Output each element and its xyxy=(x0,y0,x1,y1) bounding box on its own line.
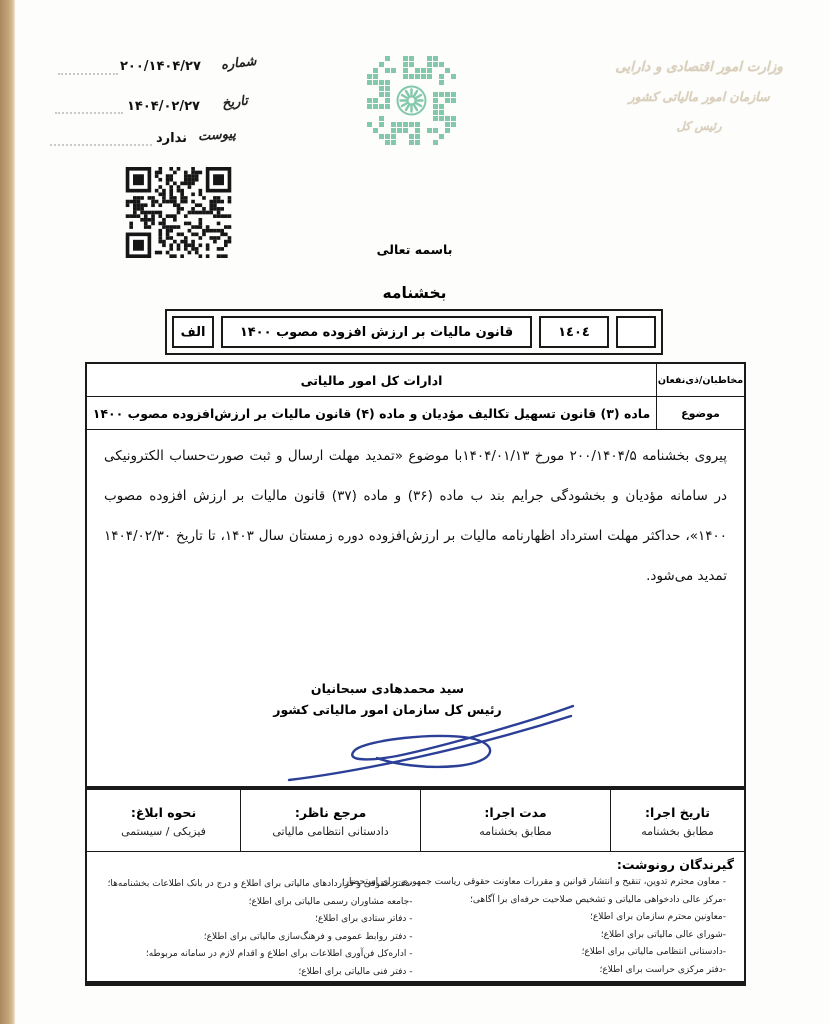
main-info-table xyxy=(85,362,746,788)
execution-table xyxy=(85,788,746,852)
cc-item: -شورای عالی مالیاتی برای اطلاع؛ xyxy=(600,929,726,940)
cc-item: - اداره‌کل فن‌آوری اطلاعات برای اطلاع و اقدام لازم در سامانه مربوطه؛ xyxy=(145,949,413,959)
classification-code-box: الف xyxy=(172,316,214,348)
execution-date-cell xyxy=(610,790,744,851)
notification-method-label: نحوه ابلاغ: xyxy=(130,804,197,820)
signatory-name: سید محمدهادی سبحانیان xyxy=(310,681,465,696)
body-cell xyxy=(87,430,744,786)
supervisory-authority-value: دادستانی انتظامی مالیاتی xyxy=(272,824,389,838)
signatory-title: رئیس کل سازمان امور مالیاتی کشور xyxy=(273,702,502,717)
attachment-label: پیوست xyxy=(197,126,237,145)
audience-value: ادارات کل امور مالیاتی xyxy=(300,372,443,388)
cc-recipients-section xyxy=(85,852,746,986)
document-type-title: بخشنامه xyxy=(382,284,447,302)
execution-duration-label: مدت اجرا: xyxy=(484,804,547,820)
date-label: تاریخ xyxy=(221,93,249,112)
execution-duration-cell xyxy=(420,790,610,851)
handwritten-signature xyxy=(285,698,577,786)
cc-item: - دفاتر ستادی برای اطلاع؛ xyxy=(314,914,413,924)
classification-year-box: ١٤٠٤ xyxy=(539,316,609,348)
cc-item: - دفتر فنی مالیاتی برای اطلاع؛ xyxy=(298,966,413,977)
letterhead-director: رئیس کل xyxy=(676,119,722,133)
cc-left-column xyxy=(99,874,413,981)
letterhead-ministry: وزارت امور اقتصادی و دارایی xyxy=(615,59,783,75)
subject-row xyxy=(87,397,744,430)
number-value: ۲۰۰/۱۴۰۴/۲۷ xyxy=(120,59,201,74)
date-value: ۱۴۰۴/۰۲/۲۷ xyxy=(127,99,200,114)
cc-item: -جامعه مشاوران رسمی مالیاتی برای اطلاع؛ xyxy=(248,896,413,907)
attachment-value: ندارد xyxy=(156,131,188,146)
cc-columns xyxy=(87,874,744,981)
notification-method-value: فیزیکی / سیستمی xyxy=(121,824,206,838)
cc-item: -دفتر مرکزی حراست برای اطلاع؛ xyxy=(599,964,726,975)
cc-item: -مرکز عالی دادخواهی مالیاتی و تشخیص صلاحیت حرفه‌ای برا آگاهی؛ xyxy=(469,894,726,905)
tax-organization-logo xyxy=(362,50,462,152)
circular-body-text: پیروی بخشنامه ۲۰۰/۱۴۰۴/۵ مورخ ۱۴۰۴/۰۱/۱۳با موضوع «تمدید مهلت ارسال و ثبت صورت‌حساب الکترونیکی در سامانه مؤدیان و بخشودگی جرایم بند ب ماده (۳۶) و ماده (۳۷) قانون مالیات بر ارزش افزوده مصوب ۱۴۰۰»، حداکثر مهلت استرداد اظهارنامه مالیات بر ارزش‌افزوده دوره زمستان سال ۱۴۰۳، تا تاریخ ۱۴۰۴/۰۲/۳۰ تمدید می‌شود. xyxy=(104,448,728,584)
date-dotted-line xyxy=(55,112,123,114)
classification-law-title-box: قانون مالیات بر ارزش افزوده مصوب ۱۴۰۰ xyxy=(221,316,532,348)
number-label: شماره xyxy=(220,53,258,74)
execution-duration-value: مطابق بخشنامه xyxy=(479,824,552,838)
letterhead xyxy=(585,52,813,140)
cc-item: -معاونین محترم سازمان برای اطلاع؛ xyxy=(590,912,726,922)
cc-item: -دادستانی انتظامی مالیاتی برای اطلاع؛ xyxy=(581,947,726,957)
cc-item: -دفتر حقوقی و قراردادهای مالیاتی برای اطلاع و درج در بانک اطلاعات بخشنامه‌ها؛ xyxy=(107,879,413,889)
cc-heading: گیرندگان رونوشت: xyxy=(616,857,734,872)
cc-item: - معاون محترم تدوین، تنقیح و انتشار قوانین و مقررات معاونت حقوقی ریاست جمهوری برای استحضار؛ xyxy=(341,877,726,887)
classification-empty-box xyxy=(616,316,656,348)
subject-value: ماده (۳) قانون تسهیل تکالیف مؤدیان و ماده (۴) قانون مالیات بر ارزش‌افزوده مصوب ۱۴۰۰ xyxy=(92,405,651,421)
supervisory-authority-label: مرجع ناظر: xyxy=(294,804,367,820)
number-dotted-line xyxy=(58,73,118,75)
audience-label: مخاطبان/ذی‌نفعان xyxy=(656,364,744,396)
supervisory-authority-cell xyxy=(240,790,420,851)
scanned-page-edge xyxy=(0,0,15,1024)
execution-date-label: تاریخ اجرا: xyxy=(645,804,710,820)
letterhead-organization: سازمان امور مالیاتی کشور xyxy=(628,89,770,104)
bismillah-title: باسمه تعالی xyxy=(376,242,453,257)
attachment-dotted-line xyxy=(50,144,152,146)
classification-row xyxy=(165,309,663,355)
audience-row xyxy=(87,364,744,397)
notification-method-cell xyxy=(87,790,240,851)
subject-label: موضوع xyxy=(656,397,744,429)
execution-date-value: مطابق بخشنامه xyxy=(641,824,714,838)
cc-item: - دفتر روابط عمومی و فرهنگ‌سازی مالیاتی برای اطلاع؛ xyxy=(203,931,413,942)
